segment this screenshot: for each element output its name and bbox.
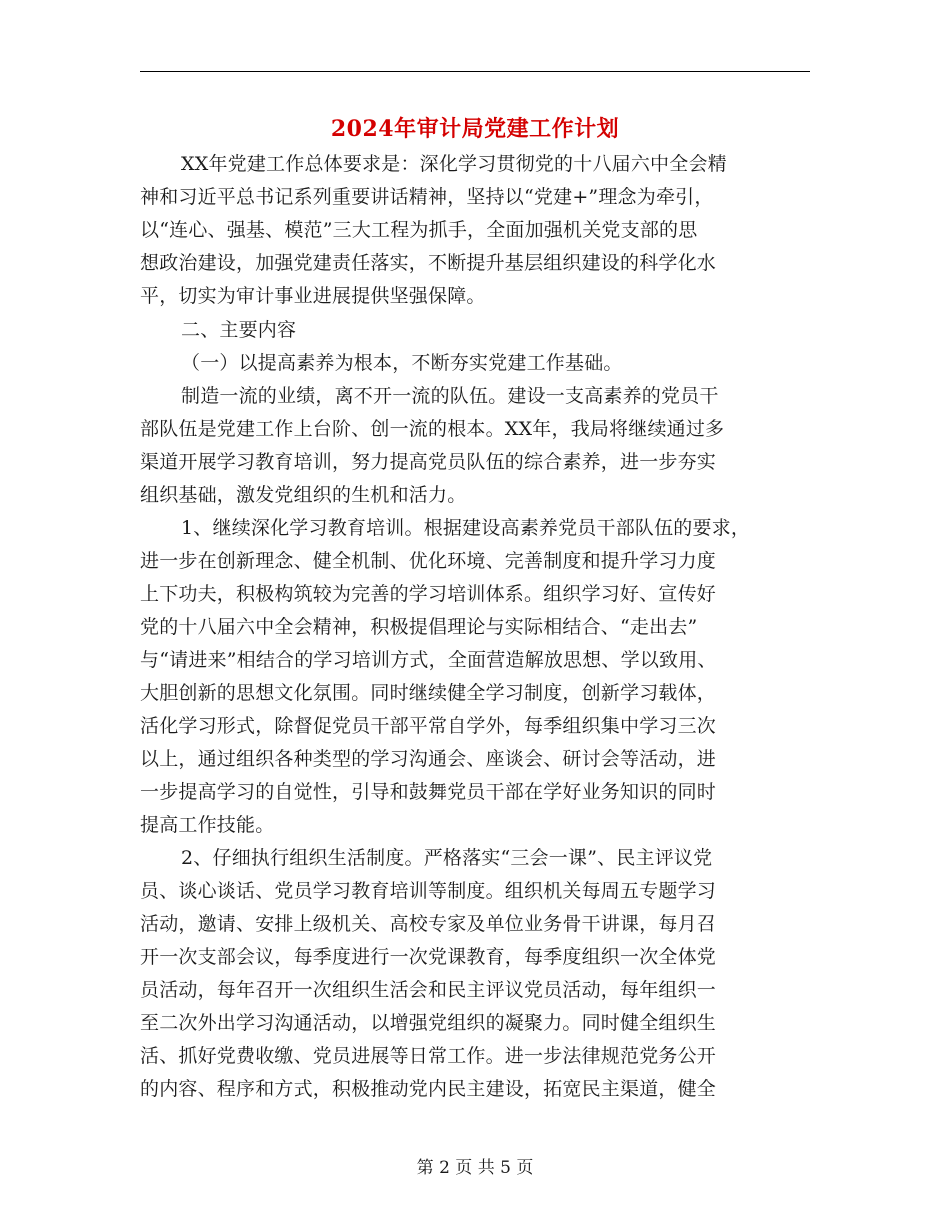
paragraph-line: 员活动，每年召开一次组织生活会和民主评议党员活动，每年组织一: [140, 979, 717, 1001]
paragraph-line: 进一步在创新理念、健全机制、优化环境、完善制度和提升学习力度: [140, 550, 717, 572]
paragraph-line: 活化学习形式，除督促党员干部平常自学外，每季组织集中学习三次: [140, 715, 717, 737]
paragraph-line: 渠道开展学习教育培训，努力提高党员队伍的综合素养，进一步夯实: [140, 451, 717, 473]
paragraph-line: 神和习近平总书记系列重要讲话精神，坚持以“党建+”理念为牵引，: [140, 186, 714, 208]
paragraph-line: 制造一流的业绩，离不开一流的队伍。建设一支高素养的党员干: [181, 385, 719, 407]
paragraph-line: 活动，邀请、安排上级机关、高校专家及单位业务骨干讲课，每月召: [140, 913, 717, 935]
paragraph-line: 提高工作技能。: [140, 814, 275, 836]
paragraph-line: 一步提高学习的自觉性，引导和鼓舞党员干部在学好业务知识的同时: [140, 781, 717, 803]
paragraph-line: 上下功夫，积极构筑较为完善的学习培训体系。组织学习好、宣传好: [140, 583, 717, 605]
paragraph-line: 与“请进来”相结合的学习培训方式，全面营造解放思想、学以致用、: [140, 649, 717, 671]
header-rule: [140, 71, 810, 72]
subsection-heading: （一）以提高素养为根本，不断夯实党建工作基础。: [181, 352, 623, 374]
paragraph-line: 1、继续深化学习教育培训。根据建设高素养党员干部队伍的要求，: [181, 517, 751, 539]
section-heading: 二、主要内容: [181, 319, 297, 341]
paragraph-line: 以“连心、强基、模范”三大工程为抓手，全面加强机关党支部的思: [140, 219, 698, 241]
paragraph-line: 党的十八届六中全会精神，积极提倡理论与实际相结合、“走出去”: [140, 616, 698, 638]
paragraph-line: XX年党建工作总体要求是：深化学习贯彻党的十八届六中全会精: [181, 153, 727, 175]
paragraph-line: 的内容、程序和方式，积极推动党内民主建设，拓宽民主渠道，健全: [140, 1078, 717, 1100]
document-title: 2024年审计局党建工作计划: [330, 116, 620, 142]
paragraph-line: 活、抓好党费收缴、党员进展等日常工作。进一步法律规范党务公开: [140, 1045, 717, 1067]
page-number: 第 2 页 共 5 页: [416, 1158, 534, 1178]
paragraph-line: 以上，通过组织各种类型的学习沟通会、座谈会、研讨会等活动，进: [140, 748, 717, 770]
paragraph-line: 开一次支部会议，每季度进行一次党课教育，每季度组织一次全体党: [140, 946, 717, 968]
paragraph-line: 部队伍是党建工作上台阶、创一流的根本。XX年，我局将继续通过多: [140, 418, 725, 440]
paragraph-line: 组织基础，激发党组织的生机和活力。: [140, 484, 467, 506]
paragraph-line: 员、谈心谈话、党员学习教育培训等制度。组织机关每周五专题学习: [140, 880, 717, 902]
paragraph-line: 大胆创新的思想文化氛围。同时继续健全学习制度，创新学习载体，: [140, 682, 717, 704]
paragraph-line: 平，切实为审计事业进展提供坚强保障。: [140, 285, 486, 307]
paragraph-line: 2、仔细执行组织生活制度。严格落实“三会一课”、民主评议党: [181, 847, 713, 869]
paragraph-line: 至二次外出学习沟通活动，以增强党组织的凝聚力。同时健全组织生: [140, 1012, 717, 1034]
paragraph-line: 想政治建设，加强党建责任落实，不断提升基层组织建设的科学化水: [140, 252, 717, 274]
